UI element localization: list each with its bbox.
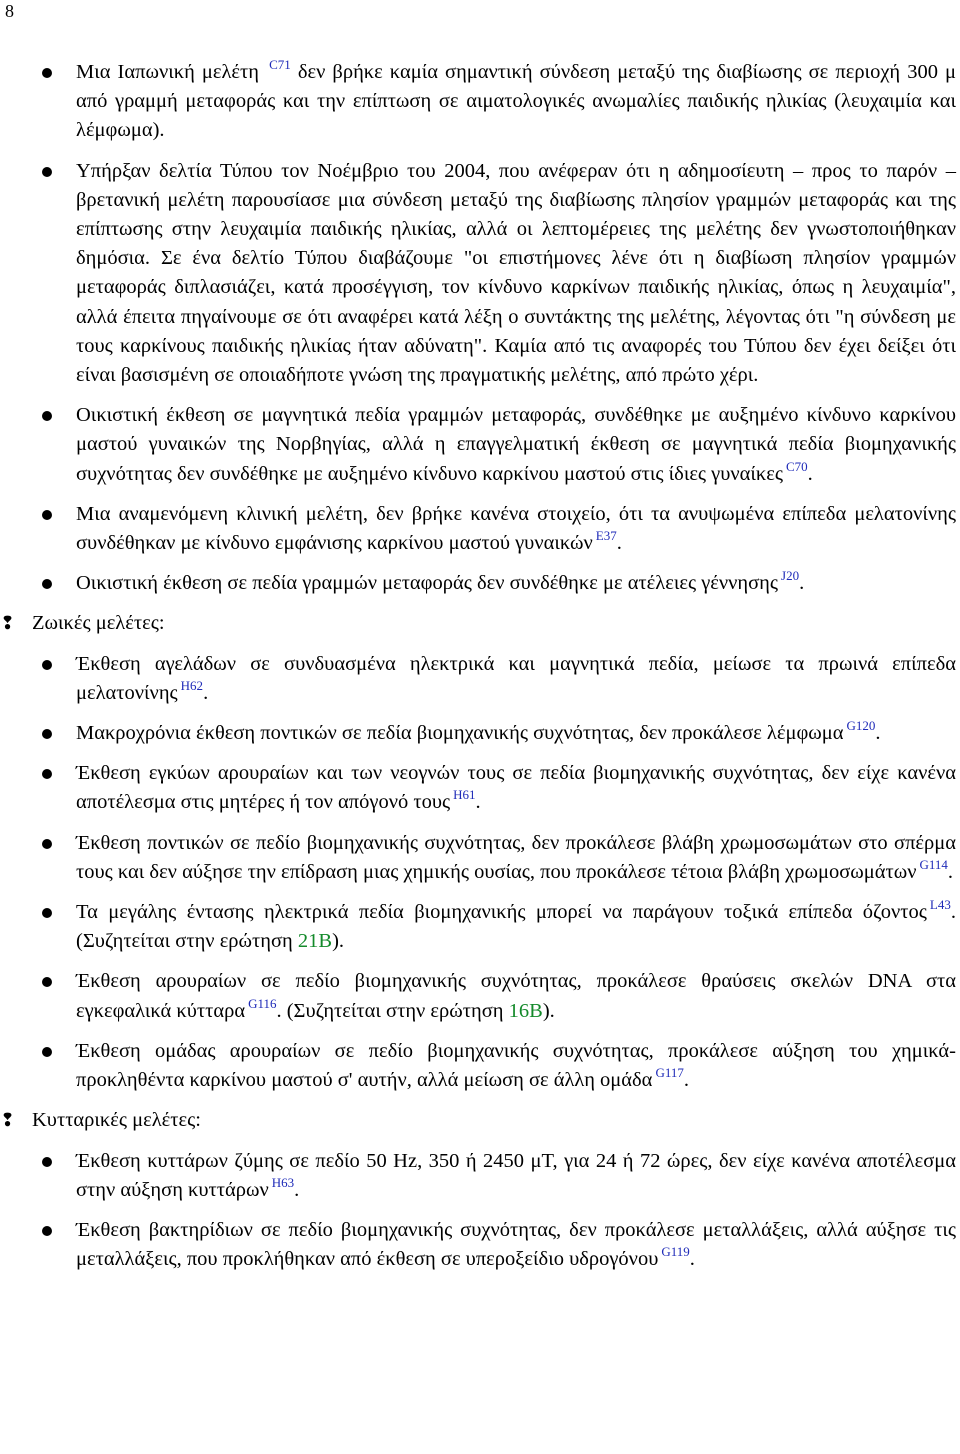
list-item: Μια Ιαπωνική μελέτη $^{C71}$ δεν βρήκε καμία σημαντική σύνδεση μεταξύ της διαβίωσης σε περιοχή 300 μ από γραμμή μεταφοράς και την επίπτωση σε αιματολογικές ανωμαλίες παιδικής ηλικίας (λευχαιμία και λέμφωμα). bbox=[0, 58, 960, 146]
list-item: Έκθεση ομάδας αρουραίων σε πεδίο βιομηχανικής συχνότητας, προκάλεσε αύξηση του χημικά-προκληθέντα καρκίνου μαστού σ' αυτήν, αλλά μείωση σε άλλη ομάδα $^{G117}$. bbox=[0, 1037, 960, 1095]
page-number: 8 bbox=[5, 1, 14, 21]
bullet-icon bbox=[42, 1157, 52, 1167]
bullet-icon bbox=[42, 839, 52, 849]
reference-link[interactable]: G117 bbox=[655, 1065, 684, 1081]
reference-link[interactable]: C70 bbox=[785, 458, 808, 474]
reference-link[interactable]: H62 bbox=[180, 677, 204, 693]
section-heading-animal: ❢ Ζωικές μελέτες: bbox=[0, 612, 165, 635]
reference-link[interactable]: H63 bbox=[271, 1174, 295, 1190]
bullet-icon bbox=[42, 579, 52, 589]
bullet-icon bbox=[42, 167, 52, 177]
exclamation-icon: ❢ bbox=[0, 1110, 16, 1131]
list-item: Έκθεση ποντικών σε πεδίο βιομηχανικής συχνότητας, δεν προκάλεσε βλάβη χρωμοσωμάτων στο σπέρμα τους και δεν αύξησε την επίδραση μιας χημικής ουσίας, που προκάλεσε τέτοια βλάβη χρωμοσωμάτων $^{G114}$. bbox=[0, 829, 960, 887]
question-link[interactable]: 21B bbox=[297, 930, 333, 953]
list-item: Τα μεγάλης έντασης ηλεκτρικά πεδία βιομηχανικής μπορεί να παράγουν τοξικά επίπεδα όζοντος $^{L43}$. (Συζητείται στην ερώτηση 21B). bbox=[0, 898, 960, 956]
exclamation-icon: ❢ bbox=[0, 613, 16, 634]
bullet-icon bbox=[42, 660, 52, 670]
bullet-icon bbox=[42, 411, 52, 421]
list-item: Οικιστική έκθεση σε μαγνητικά πεδία γραμμών μεταφοράς, συνδέθηκε με αυξημένο κίνδυνο καρκίνου μαστού γυναικών της Νορβηγίας, αλλά η επαγγελματική έκθεση σε μαγνητικά πεδία βιομηχανικής συχνότητας δεν συνδέθηκε με αυξημένο κίνδυνο καρκίνου μαστού στις ίδιες γυναίκες $^{C70}$. bbox=[0, 401, 960, 489]
bullet-icon bbox=[42, 1047, 52, 1057]
reference-link[interactable]: G120 bbox=[846, 718, 876, 734]
bullet-icon bbox=[42, 510, 52, 520]
reference-link[interactable]: G114 bbox=[919, 856, 948, 872]
question-link[interactable]: 16B bbox=[508, 999, 543, 1022]
bullet-icon bbox=[42, 908, 52, 918]
reference-link[interactable]: C71 bbox=[269, 57, 291, 72]
list-item: Υπήρξαν δελτία Τύπου τον Νοέμβριο του 2004, που ανέφεραν ότι η αδημοσίευτη – προς το παρόν – βρετανική μελέτη παρουσίασε μια σύνδεση μεταξύ της διαβίωσης πλησίον γραμμών μεταφοράς και της επίπτωσης στην λευχαιμία παιδικής ηλικίας, αλλά οι λεπτομέρειες της μελέτης δεν γνωστοποιήθηκαν δημόσια. Σε ένα δελτίο Τύπου διαβάζουμε "οι επιστήμονες λένε ότι η διαβίωση πλησίον γραμμών μεταφοράς διπλασιάζει, κατά προσέγγιση, τον κίνδυνο καρκίνων παιδικής ηλικίας, όπως η λευχαιμία", αλλά έπειτα πηγαίνουμε σε ότι αναφέρει κατά λέξη ο συντάκτης της μελέτης, λέγοντας ότι "η σύνδεση με τους καρκίνους παιδικής ηλικίας ήταν αδύνατη". Καμία από τις αναφορές του Τύπου δεν έχει δείξει ότι είναι βασισμένη σε οποιαδήποτε γνώση της πραγματικής μελέτης, από πρώτο χέρι. bbox=[0, 157, 960, 391]
reference-link[interactable]: E37 bbox=[595, 528, 617, 544]
document-body bbox=[0, 58, 960, 1285]
bullet-icon bbox=[42, 68, 52, 78]
reference-link[interactable]: L43 bbox=[929, 897, 951, 913]
bullet-icon bbox=[42, 769, 52, 779]
list-item: Έκθεση αγελάδων σε συνδυασμένα ηλεκτρικά και μαγνητικά πεδία, μείωσε τα πρωινά επίπεδα μελατονίνης $^{H62}$. bbox=[0, 650, 960, 708]
list-item: Έκθεση βακτηρίδιων σε πεδίο βιομηχανικής συχνότητας, δεν προκάλεσε μεταλλάξεις, αλλά αύξησε τις μεταλλάξεις, που προκλήθηκαν από έκθεση σε υπεροξείδιο υδρογόνου $^{G119}$. bbox=[0, 1216, 960, 1274]
reference-link[interactable]: G119 bbox=[661, 1244, 690, 1260]
bullet-icon bbox=[42, 729, 52, 739]
bullet-icon bbox=[42, 1226, 52, 1236]
section-heading-cell: ❢ Κυτταρικές μελέτες: bbox=[0, 1109, 201, 1132]
list-item: Έκθεση εγκύων αρουραίων και των νεογνών τους σε πεδία βιομηχανικής συχνότητας, δεν είχε κανένα αποτέλεσμα στις μητέρες ή τον απόγονό τους $^{H61}$. bbox=[0, 759, 960, 817]
list-item: Μακροχρόνια έκθεση ποντικών σε πεδία βιομηχανικής συχνότητας, δεν προκάλεσε λέμφωμα $^{G120}$. bbox=[0, 719, 960, 748]
list-item: Έκθεση κυττάρων ζύμης σε πεδίο 50 Hz, 350 ή 2450 μT, για 24 ή 72 ώρες, δεν είχε κανένα αποτέλεσμα στην αύξηση κυττάρων $^{H63}$. bbox=[0, 1147, 960, 1205]
list-item: Οικιστική έκθεση σε πεδία γραμμών μεταφοράς δεν συνδέθηκε με ατέλειες γέννησης $^{J20}$. bbox=[0, 569, 960, 598]
bullet-icon bbox=[42, 977, 52, 987]
reference-link[interactable]: J20 bbox=[781, 568, 800, 584]
reference-link[interactable]: H61 bbox=[453, 787, 476, 803]
list-item: Έκθεση αρουραίων σε πεδίο βιομηχανικής συχνότητας, προκάλεσε θραύσεις σκελών DNA στα εγκεφαλικά κύτταρα $^{G116}$. (Συζητείται στην ερώτηση 16B). bbox=[0, 967, 960, 1025]
reference-link[interactable]: G116 bbox=[248, 995, 277, 1011]
list-item: Μια αναμενόμενη κλινική μελέτη, δεν βρήκε κανένα στοιχείο, ότι τα ανυψωμένα επίπεδα μελατονίνης συνδέθηκαν με κίνδυνο εμφάνισης καρκίνου μαστού γυναικών $^{E37}$. bbox=[0, 500, 960, 558]
